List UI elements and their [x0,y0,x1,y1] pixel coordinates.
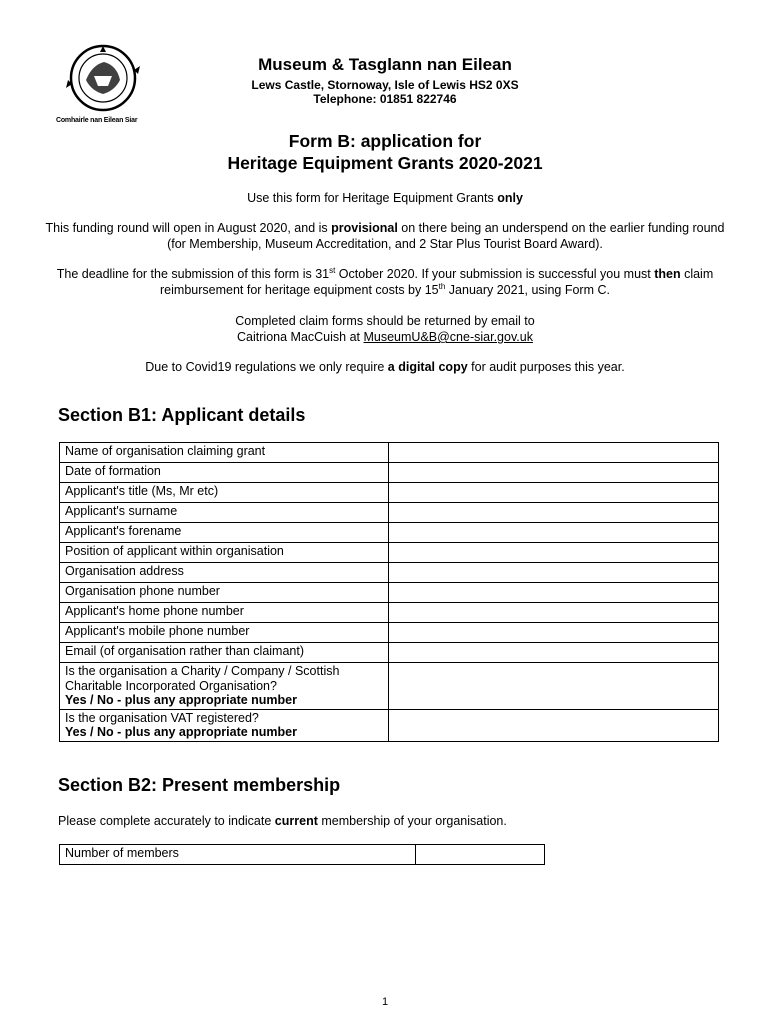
table-row [60,643,719,663]
logo-caption: Comhairle nan Eilean Siar [56,117,138,124]
row-label: Organisation phone number [60,583,389,603]
deadline-note: The deadline for the submission of this form is 31st October 2020. If your submission is successful you must then claim reimbursement for heritage equipment costs by 15th January 2021, using Form C. [56,265,714,297]
table-row [60,583,719,603]
table-row [60,483,719,503]
table-row [60,709,719,741]
use-note: Use this form for Heritage Equipment Grants only [247,191,523,205]
section-b1-heading: Section B1: Applicant details [58,405,306,425]
charity-status-field[interactable] [388,663,718,710]
return-email-link[interactable]: MuseumU&B@cne-siar.gov.uk [363,330,533,344]
applicant-field[interactable] [388,583,718,603]
table-row [60,623,719,643]
table-row [60,563,719,583]
applicant-field[interactable] [388,563,718,583]
table-row [60,503,719,523]
applicant-field[interactable] [388,483,718,503]
applicant-field[interactable] [388,463,718,483]
row-label: Is the organisation a Charity / Company / Scottish Charitable Incorporated Organisation? Yes / No - plus any appropriate number [60,663,389,710]
section-b2-heading: Section B2: Present membership [58,775,341,795]
council-crest-icon [64,40,142,116]
form-title-line1: Form B: application for [288,131,482,151]
form-title [100,130,670,174]
applicant-field[interactable] [388,603,718,623]
return-note: Completed claim forms should be returned by email to Caitriona MacCuish at MuseumU&B@cne-siar.gov.uk [235,314,535,344]
org-name: Museum & Tasglann nan Eilean [258,55,512,74]
row-label: Name of organisation claiming grant [60,443,389,463]
vat-status-field[interactable] [388,709,718,741]
row-label: Is the organisation VAT registered? Yes / No - plus any appropriate number [60,709,389,741]
table-row [60,543,719,563]
membership-instruction: Please complete accurately to indicate current membership of your organisation. [58,814,507,828]
council-logo [56,40,156,130]
applicant-field[interactable] [388,623,718,643]
applicant-field[interactable] [388,503,718,523]
table-row [60,443,719,463]
table-row [60,845,545,865]
row-label: Email (of organisation rather than claimant) [60,643,389,663]
number-of-members-field[interactable] [416,845,545,865]
row-label: Date of formation [60,463,389,483]
table-row [60,463,719,483]
applicant-field[interactable] [388,643,718,663]
row-label: Applicant's forename [60,523,389,543]
table-row [60,663,719,710]
row-label: Applicant's title (Ms, Mr etc) [60,483,389,503]
table-row [60,523,719,543]
applicant-details-table [59,442,719,742]
row-label: Number of members [60,845,416,865]
page-number: 1 [381,996,389,1008]
applicant-field[interactable] [388,543,718,563]
applicant-field[interactable] [388,523,718,543]
org-address: Lews Castle, Stornoway, Isle of Lewis HS2 0XS [251,78,519,92]
membership-table [59,844,545,865]
row-label: Organisation address [60,563,389,583]
funding-round-note: This funding round will open in August 2020, and is provisional on there being an underspend on the earlier funding round (for Membership, Museum Accreditation, and 2 Star Plus Tourist Board Award). [45,221,725,251]
covid-note: Due to Covid19 regulations we only require a digital copy for audit purposes this year. [145,360,625,374]
table-row [60,603,719,623]
applicant-field[interactable] [388,443,718,463]
row-label: Applicant's mobile phone number [60,623,389,643]
row-label: Position of applicant within organisation [60,543,389,563]
row-label: Applicant's home phone number [60,603,389,623]
org-telephone: Telephone: 01851 822746 [313,92,457,106]
row-label: Applicant's surname [60,503,389,523]
form-title-line2: Heritage Equipment Grants 2020-2021 [227,153,543,173]
